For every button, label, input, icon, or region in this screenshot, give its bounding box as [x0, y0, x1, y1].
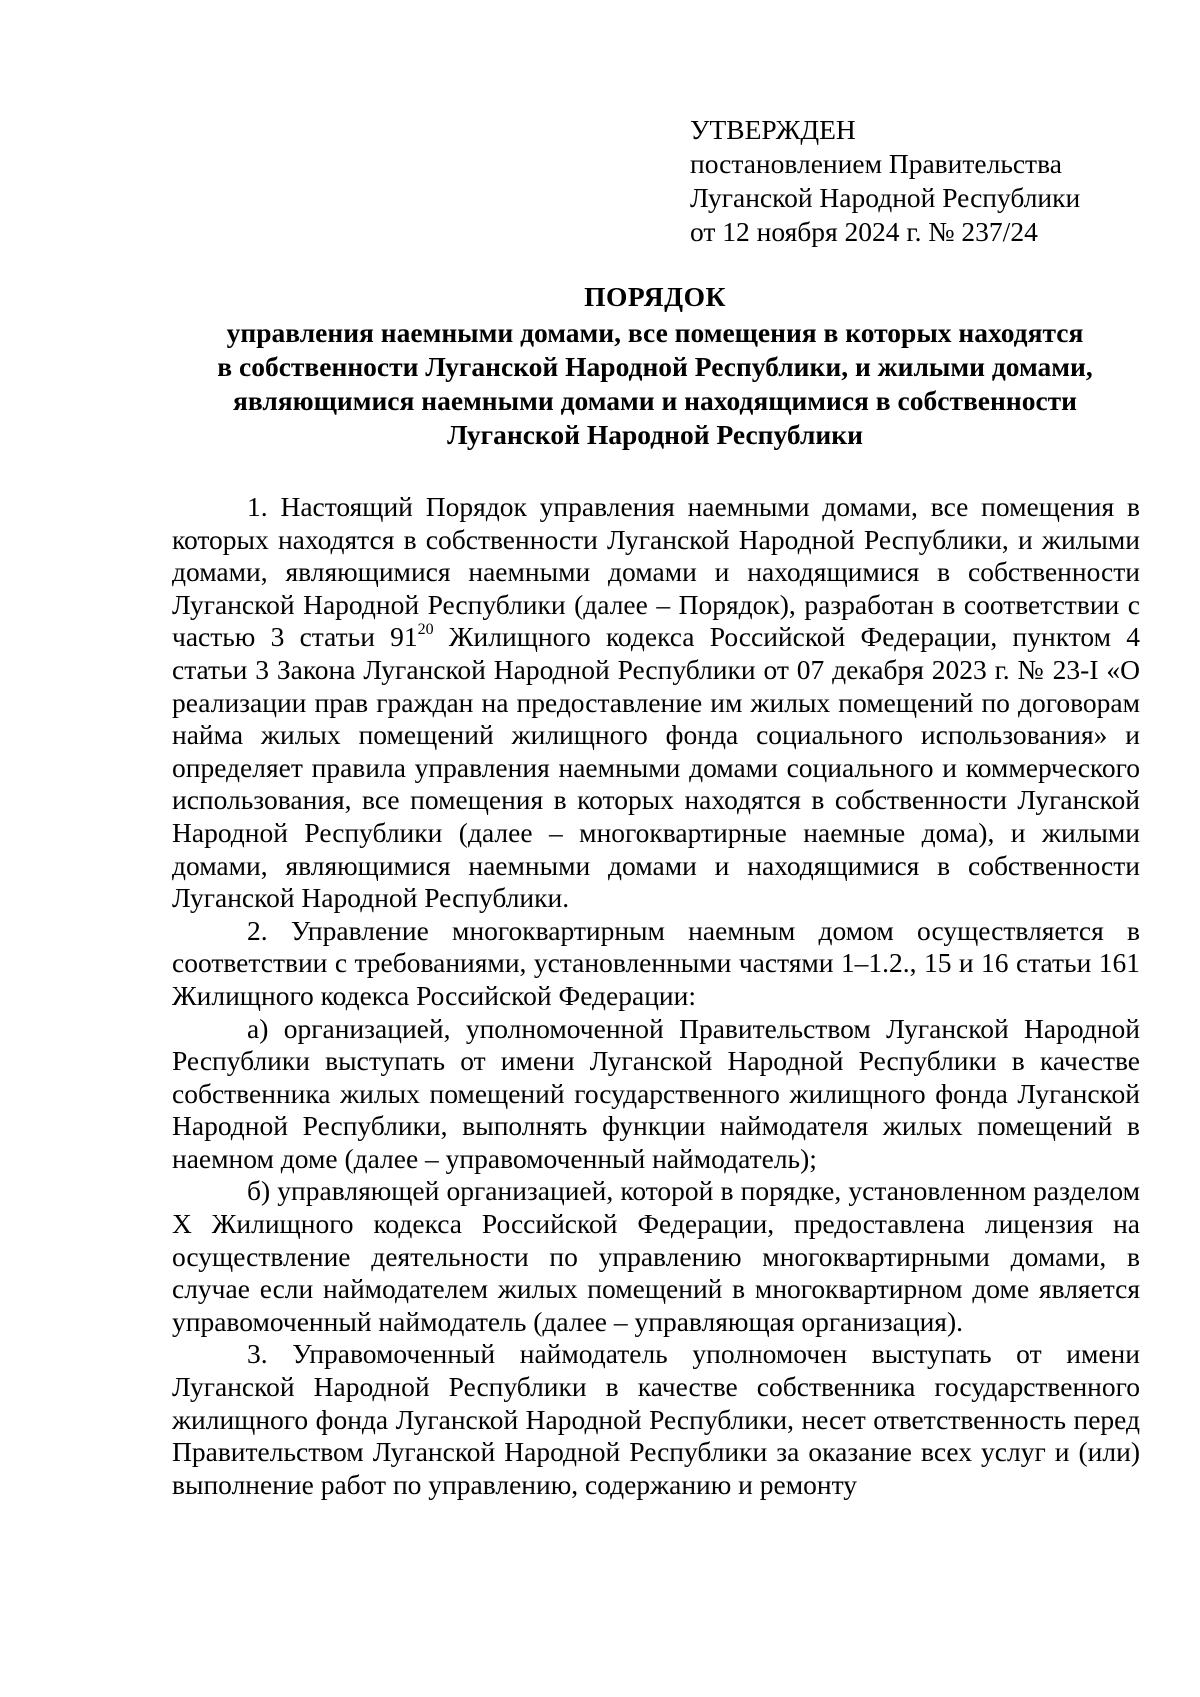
paragraph-2-item-b: б) управляющей организацией, которой в порядке, установленном разделом X Жилищного кодекса Российской Федерации, предоставлена лицензия на осуществление деятельности по управлению многоквартирными домами, в случае если наймодателем жилых помещений в многоквартирном доме является управомоченный наймодатель (далее – управляющая организация).	[172, 1175, 1140, 1337]
paragraph-2: 2. Управление многоквартирным наемным домом осуществляется в соответствии с требованиями, установленными частями 1–1.2., 15 и 16 статьи 161 Жилищного кодекса Российской Федерации:	[172, 914, 1140, 1011]
paragraph-3: 3. Управомоченный наймодатель уполномочен выступать от имени Луганской Народной Республики в качестве собственника государственного жилищного фонда Луганской Народной Республики, несет ответственность перед Правительством Луганской Народной Республики за оказание всех услуг и (или) выполнение работ по управлению, содержанию и ремонту	[172, 1338, 1140, 1500]
approval-heading: УТВЕРЖДЕН	[690, 114, 856, 145]
subtitle-line: являющимися наемными домами и находящимися в собственности	[232, 385, 1078, 416]
paragraph-1-text-start: 1. Настоящий Порядок управления наемными домами, все помещения в которых находятся в собственности Луганской Народной Республики, и жилыми домами, являющимися наемными домами и находящимися в собственности Луганской Народной Республики (далее – Порядок), разработан в соответствии с частью 3 статьи 91	[172, 491, 1140, 653]
subtitle-line: в собственности Луганской Народной Республики, и жилыми домами,	[217, 351, 1093, 382]
title-heading: ПОРЯДОК	[584, 281, 726, 312]
document-title	[170, 280, 1140, 452]
approval-stamp	[690, 113, 1080, 249]
title-subtitle	[170, 316, 1140, 452]
article-superscript: 20	[417, 621, 434, 639]
approval-republic: Луганской Народной Республики	[690, 182, 1081, 213]
document-body	[172, 491, 1140, 1501]
paragraph-1	[172, 491, 1140, 915]
approval-authority: постановлением Правительства	[690, 148, 1062, 179]
subtitle-line: Луганской Народной Республики	[447, 419, 863, 450]
paragraph-2-item-a: а) организацией, уполномоченной Правительством Луганской Народной Республики выступать от имени Луганской Народной Республики в качестве собственника жилых помещений государственного жилищного фонда Луганской Народной Республики, выполнять функции наймодателя жилых помещений в наемном доме (далее – управомоченный наймодатель);	[172, 1012, 1140, 1174]
subtitle-line: управления наемными домами, все помещения в которых находятся	[226, 317, 1084, 348]
approval-date-number: от 12 ноября 2024 г. № 237/24	[690, 216, 1038, 247]
paragraph-1-text-end: Жилищного кодекса Российской Федерации, пунктом 4 статьи 3 Закона Луганской Народной Республики от 07 декабря 2023 г. № 23-I «О реализации прав граждан на предоставление им жилых помещений по договорам найма жилых помещений жилищного фонда социального использования» и определяет правила управления наемными домами социального и коммерческого использования, все помещения в которых находятся в собственности Луганской Народной Республики (далее – многоквартирные наемные дома), и жилыми домами, являющимися наемными домами и находящимися в собственности Луганской Народной Республики.	[172, 621, 1140, 914]
